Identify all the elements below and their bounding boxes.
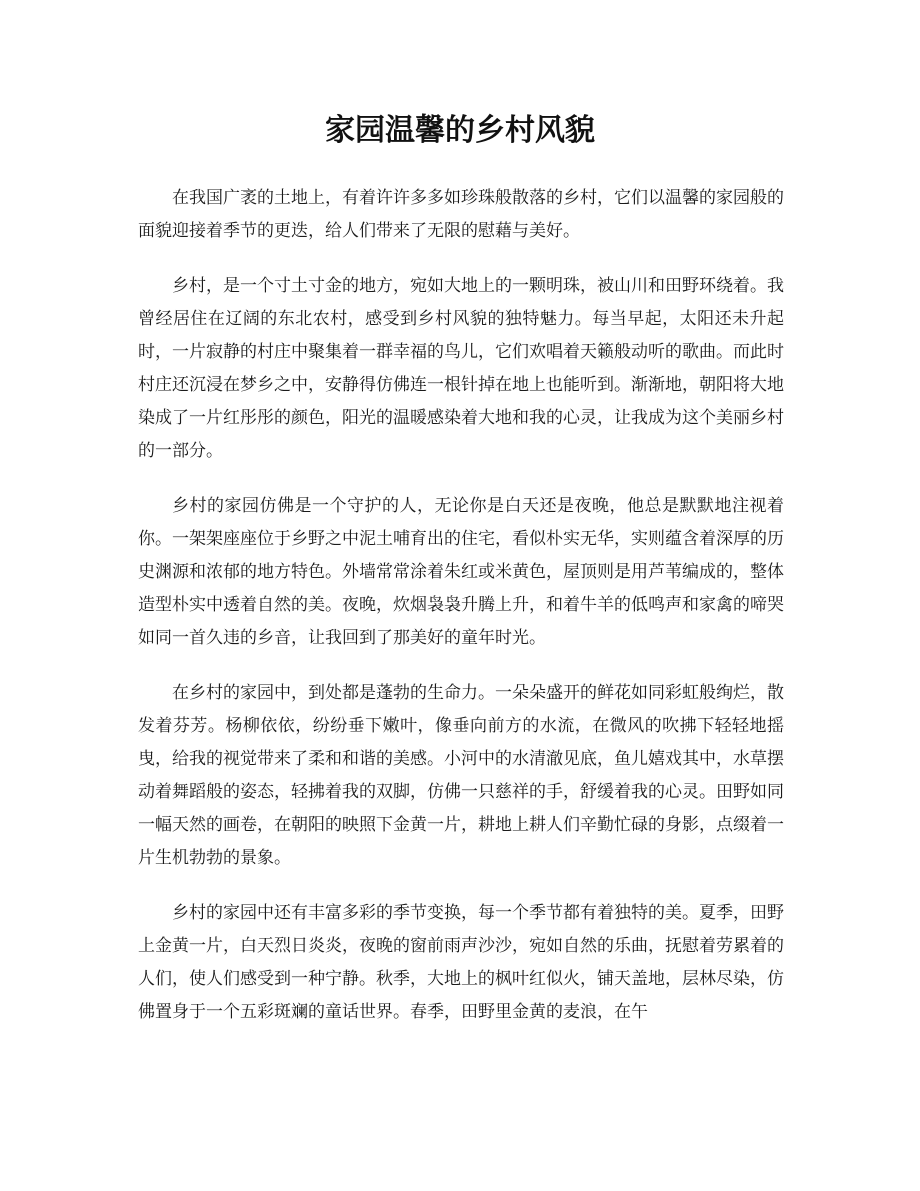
article-body [138, 182, 784, 1051]
paragraph-3: 乡村的家园仿佛是一个守护的人，无论你是白天还是夜晚，他总是默默地注视着你。一架架座座位于乡野之中泥土哺育出的住宅，看似朴实无华，实则蕴含着深厚的历史渊源和浓郁的地方特色。外墙常常涂着朱红或米黄色，屋顶则是用芦苇编成的，整体造型朴实中透着自然的美。夜晚，炊烟袅袅升腾上升，和着牛羊的低鸣声和家禽的啼哭如同一首久违的乡音，让我回到了那美好的童年时光。 [138, 496, 784, 648]
paragraph-4: 在乡村的家园中，到处都是蓬勃的生命力。一朵朵盛开的鲜花如同彩虹般绚烂，散发着芬芳。杨柳依依，纷纷垂下嫩叶，像垂向前方的水流，在微风的吹拂下轻轻地摇曳，给我的视觉带来了柔和和谐的美感。小河中的水清澈见底，鱼儿嬉戏其中，水草摆动着舞蹈般的姿态，轻拂着我的双脚，仿佛一只慈祥的手，舒缓着我的心灵。田野如同一幅天然的画卷，在朝阳的映照下金黄一片，耕地上耕人们辛勤忙碌的身影，点缀着一片生机勃勃的景象。 [138, 683, 784, 868]
paragraph-5: 乡村的家园中还有丰富多彩的季节变换，每一个季节都有着独特的美。夏季，田野上金黄一片，白天烈日炎炎，夜晚的窗前雨声沙沙，宛如自然的乐曲，抚慰着劳累着的人们，使人们感受到一种宁静。秋季，大地上的枫叶红似火，铺天盖地，层林尽染，仿佛置身于一个五彩斑斓的童话世界。春季，田野里金黄的麦浪，在午 [138, 903, 784, 1022]
paragraph-2: 乡村，是一个寸土寸金的地方，宛如大地上的一颗明珠，被山川和田野环绕着。我曾经居住在辽阔的东北农村，感受到乡村风貌的独特魅力。每当早起，太阳还未升起时，一片寂静的村庄中聚集着一群幸福的鸟儿，它们欢唱着天籁般动听的歌曲。而此时村庄还沉浸在梦乡之中，安静得仿佛连一根针掉在地上也能听到。渐渐地，朝阳将大地染成了一片红彤彤的颜色，阳光的温暖感染着大地和我的心灵，让我成为这个美丽乡村的一部分。 [138, 276, 784, 461]
page-title: 家园温馨的乡村风貌 [325, 113, 595, 148]
paragraph-1: 在我国广袤的土地上，有着许许多多如珍珠般散落的乡村，它们以温馨的家园般的面貌迎接着季节的更迭，给人们带来了无限的慰藉与美好。 [138, 188, 784, 241]
